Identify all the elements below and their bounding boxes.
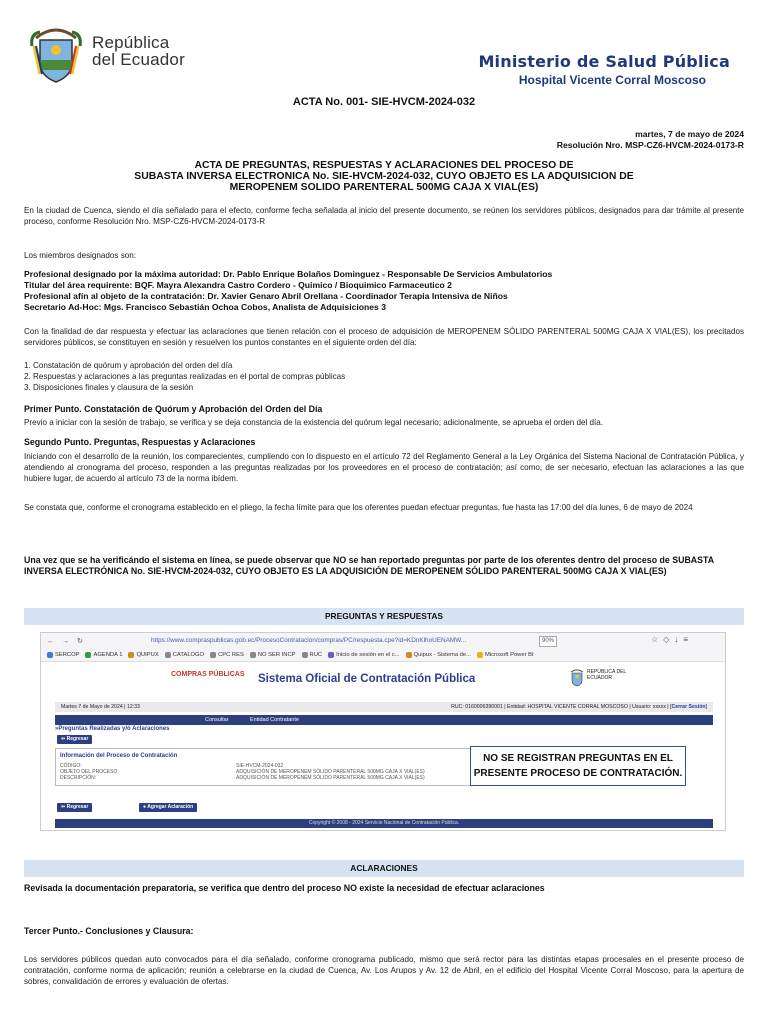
reload-icon[interactable]: ↻	[77, 638, 83, 645]
callout-line: NO SE REGISTRAN PREGUNTAS EN EL	[483, 753, 673, 764]
logo-text-line1: República	[92, 33, 170, 52]
agenda-item: 1. Constatación de quórum y aprobación del orden del día	[24, 361, 233, 370]
process-row: CÓDIGO: SIE-HVCM-2024-032	[60, 763, 284, 769]
menu-consultar[interactable]: Consultar	[205, 717, 229, 723]
address-bar[interactable]: https://www.compraspublicas.gob.ec/ProcesoContratacion/compras/PC/respuesta.cpe?id=KDnKlhoUENAMW...	[151, 637, 467, 644]
bookmark-item[interactable]: Quipux - Sistema de...	[406, 652, 471, 658]
logout-link[interactable]: Cerrar Sesión	[671, 704, 706, 710]
browser-toolbar	[41, 633, 725, 649]
logo-text	[92, 34, 185, 68]
republica-logo	[24, 22, 194, 88]
members-label: Los miembros designados son:	[24, 251, 137, 260]
bookmark-item[interactable]: CATALOGO	[165, 652, 204, 658]
point2-text: Iniciando con el desarrollo de la reunión, los comparecientes, cumpliendo con lo dispuesto en el artículo 72 del Reglamento General a la Ley Orgánica del Sistema Nacional de Contratación Pública, y atendiendo al cronograma del proceso, responden a las preguntas realizadas por los proveedores en el proceso de contratación; así como, de ser necesario, efectuan las aclaraciones a las que hubiere lugar, de acuerdo al artículo 73 de la norma ibídem.	[24, 452, 744, 483]
bookmark-item[interactable]: RUC	[302, 652, 323, 658]
point1-title: Primer Punto. Constatación de Quórum y Aprobación del Orden del Día	[24, 404, 323, 414]
bookmark-item[interactable]: QUIPUX	[128, 652, 158, 658]
questions-band: PREGUNTAS Y RESPUESTAS	[24, 608, 744, 625]
date-block	[557, 129, 744, 151]
portal-screenshot	[40, 632, 726, 831]
title-line: SUBASTA INVERSA ELECTRONICA No. SIE-HVCM-2024-032, CUYO OBJETO ES LA ADQUISICION DE	[134, 171, 634, 182]
soce-header	[53, 665, 715, 695]
point3-text: Los servidores públicos quedan auto convocados para el día señalado, conforme cronograma publicado, mismo que será rector para las distintas etapas procesales en el presente proceso de contratación, conforme norma de aplicación; reunión a celebrarse en la ciudad de Cuenca, Av. Los Arupos y Av. 12 de Abril, en el edificio del Hospital Vicente Corral Moscoso, para la apertura de sobres, convalidación de errores y evaluación de ofertas.	[24, 955, 744, 986]
member-item: Secretario Ad-Hoc: Mgs. Francisco Sebastián Ochoa Cobos, Analista de Adquisiciones 3	[24, 302, 386, 312]
resolution-number: Resolución Nro. MSP-CZ6-HVCM-2024-0173-R	[556, 140, 744, 150]
menu-entidad[interactable]: Entidad Contratante	[250, 717, 299, 723]
agenda-item: 2. Respuestas y aclaraciones a las preguntas realizadas en el portal de compras públicas	[24, 372, 346, 381]
bookmarks-bar	[41, 649, 725, 662]
point2-title: Segundo Punto. Preguntas, Respuestas y Aclaraciones	[24, 437, 256, 447]
bookmark-item[interactable]: Microsoft Power BI	[477, 652, 534, 658]
no-questions-callout	[470, 746, 686, 786]
back-icon[interactable]: ←	[47, 637, 54, 645]
document-title	[60, 160, 708, 193]
browser-icons	[651, 635, 693, 644]
bookmark-item[interactable]: AGENDA 1	[85, 652, 122, 658]
process-row: OBJETO DEL PROCESO: ADQUISICIÓN DE MEROPENEM SÓLIDO PARENTERAL 500MG CAJA X VIAL(ES)	[60, 769, 425, 775]
logo-text-line2: del Ecuador	[92, 50, 185, 69]
clarifications-band: ACLARACIONES	[24, 860, 744, 877]
bookmark-item[interactable]: CPC RES	[210, 652, 244, 658]
point1-text: Previo a iniciar con la sesión de trabajo, se verifica y se deja constancia de la existencia del quórum legal necesario; adicionalmente, se aprueba el orden del día.	[24, 418, 604, 427]
acta-number: ACTA No. 001- SIE-HVCM-2024-032	[292, 96, 476, 108]
verification-paragraph: Una vez que se ha verificándo el sistema en línea, se puede observar que NO se han reportado preguntas por parte de los oferentes dentro del proceso de SUBASTA INVERSA ELECTRÓNICA No. SIE-HVCM-2024-032, CUYO OBJETO ES LA ADQUISICIÓN DE MEROPENEM SÓLIDO PARENTERAL 500MG CAJA X VIAL(ES)	[24, 555, 714, 576]
session-date: Martes 7 de Mayo de 2024 | 12:33	[61, 704, 140, 710]
questions-subtitle: »Preguntas Realizadas y/ó Aclaraciones	[55, 726, 170, 732]
intro-paragraph: En la ciudad de Cuenca, siendo el día señalado para el efecto, conforme fecha señalada al inicio del presente documento, se reúnen los servidores públicos, designados para dar trámite al presente proceso, conforme Resolución Nro. MSP-CZ6-HVCM-2024-0173-R	[24, 206, 744, 226]
members-list	[24, 269, 744, 313]
bookmark-item[interactable]: Inicio de sesión en el c...	[328, 652, 399, 658]
star-icon[interactable]: ☆	[651, 635, 664, 644]
zoom-level[interactable]: 90%	[539, 636, 557, 647]
forward-icon[interactable]: →	[62, 637, 69, 645]
coat-of-arms-icon	[28, 24, 84, 84]
point3-title: Tercer Punto.- Conclusiones y Clausura:	[24, 926, 194, 936]
agenda-item: 3. Disposiciones finales y clausura de la sesión	[24, 383, 194, 392]
callout-line: PRESENTE PROCESO DE CONTRATACIÓN.	[473, 768, 683, 779]
coat-of-arms-icon	[569, 669, 585, 687]
soce-title: Sistema Oficial de Contratación Pública	[258, 673, 476, 685]
session-ruc: RUC: 0160006390001 | Entidad: HOSPITAL VICENTE CORRAL MOSCOSO | Usuario: xxxxx | [Cerrar Sesión]	[451, 704, 707, 710]
member-item: Titular del área requirente: BQF. Mayra Alexandra Castro Cordero - Quimico / Bioquimico Farmaceutico 2	[24, 280, 452, 290]
back-button[interactable]: ⇦ Regresar	[57, 735, 92, 744]
purpose-paragraph: Con la finalidad de dar respuesta y efectuar las aclaraciones que tienen relación con el proceso de adquisición de MEROPENEM SÓLIDO PARENTERAL 500MG CAJA X VIAL(ES), los precitados servidores públicos, se constituyen en sesión y resuelven los puntos constantes en el siguiente orden del día:	[24, 327, 744, 347]
add-clarification-button[interactable]: ● Agregar Aclaración	[139, 803, 197, 812]
title-line: ACTA DE PREGUNTAS, RESPUESTAS Y ACLARACIONES DEL PROCESO DE	[194, 160, 574, 171]
member-item: Profesional afín al objeto de la contratación: Dr. Xavier Genaro Abril Orellana - Coordinador Terapia Intensiva de Niños	[24, 291, 508, 301]
soce-menu	[55, 715, 713, 725]
download-icon[interactable]: ↓	[674, 635, 684, 644]
process-info-title: Información del Proceso de Contratación	[60, 753, 178, 759]
bookmark-item[interactable]: SERCOP	[47, 652, 79, 658]
agenda-list	[24, 360, 744, 393]
compras-publicas-logo: COMPRAS PÚBLICAS	[171, 671, 245, 678]
process-row: DESCRIPCIÓN: ADQUISICIÓN DE MEROPENEM SÓLIDO PARENTERAL 500MG CAJA X VIAL(ES)	[60, 775, 425, 781]
back-button-bottom[interactable]: ⇦ Regresar	[57, 803, 92, 812]
process-info-box	[55, 748, 515, 786]
republica-label: REPÚBLICA DEL ECUADOR	[587, 669, 626, 681]
document-date: martes, 7 de mayo de 2024	[635, 129, 744, 139]
shield-icon[interactable]: ◇	[663, 635, 675, 644]
clarification-paragraph: Revisada la documentación preparatoria, se verifica que dentro del proceso NO existe la necesidad de efectuar aclaraciones	[24, 883, 545, 893]
member-item: Profesional designado por la máxima autoridad: Dr. Pablo Enrique Bolaños Dominguez - Responsable De Servicios Ambulatorios	[24, 269, 553, 279]
ministry-header	[478, 52, 730, 87]
hospital-name: Hospital Vicente Corral Moscoso	[518, 73, 706, 87]
ruc-line: RUC: 0160006390001 | Entidad: HOSPITAL VICENTE CORRAL MOSCOSO | Usuario: xxxxx |	[451, 704, 669, 710]
soce-footer: Copyright © 2008 - 2024 Servicio Nacional de Contratación Pública.	[55, 819, 713, 828]
menu-icon[interactable]: ≡	[683, 635, 693, 644]
deadline-paragraph: Se constata que, conforme el cronograma establecido en el pliego, la fecha límite para que los oferentes puedan efectuar preguntas, fue hasta las 17:00 del día lunes, 6 de mayo de 2024	[24, 503, 693, 512]
session-info-bar	[55, 702, 713, 712]
ministry-name: Ministerio de Salud Pública	[478, 52, 730, 71]
bookmark-item[interactable]: NO SER INCP	[250, 652, 296, 658]
title-line: MEROPENEM SOLIDO PARENTERAL 500MG CAJA X VIAL(ES)	[229, 182, 539, 193]
